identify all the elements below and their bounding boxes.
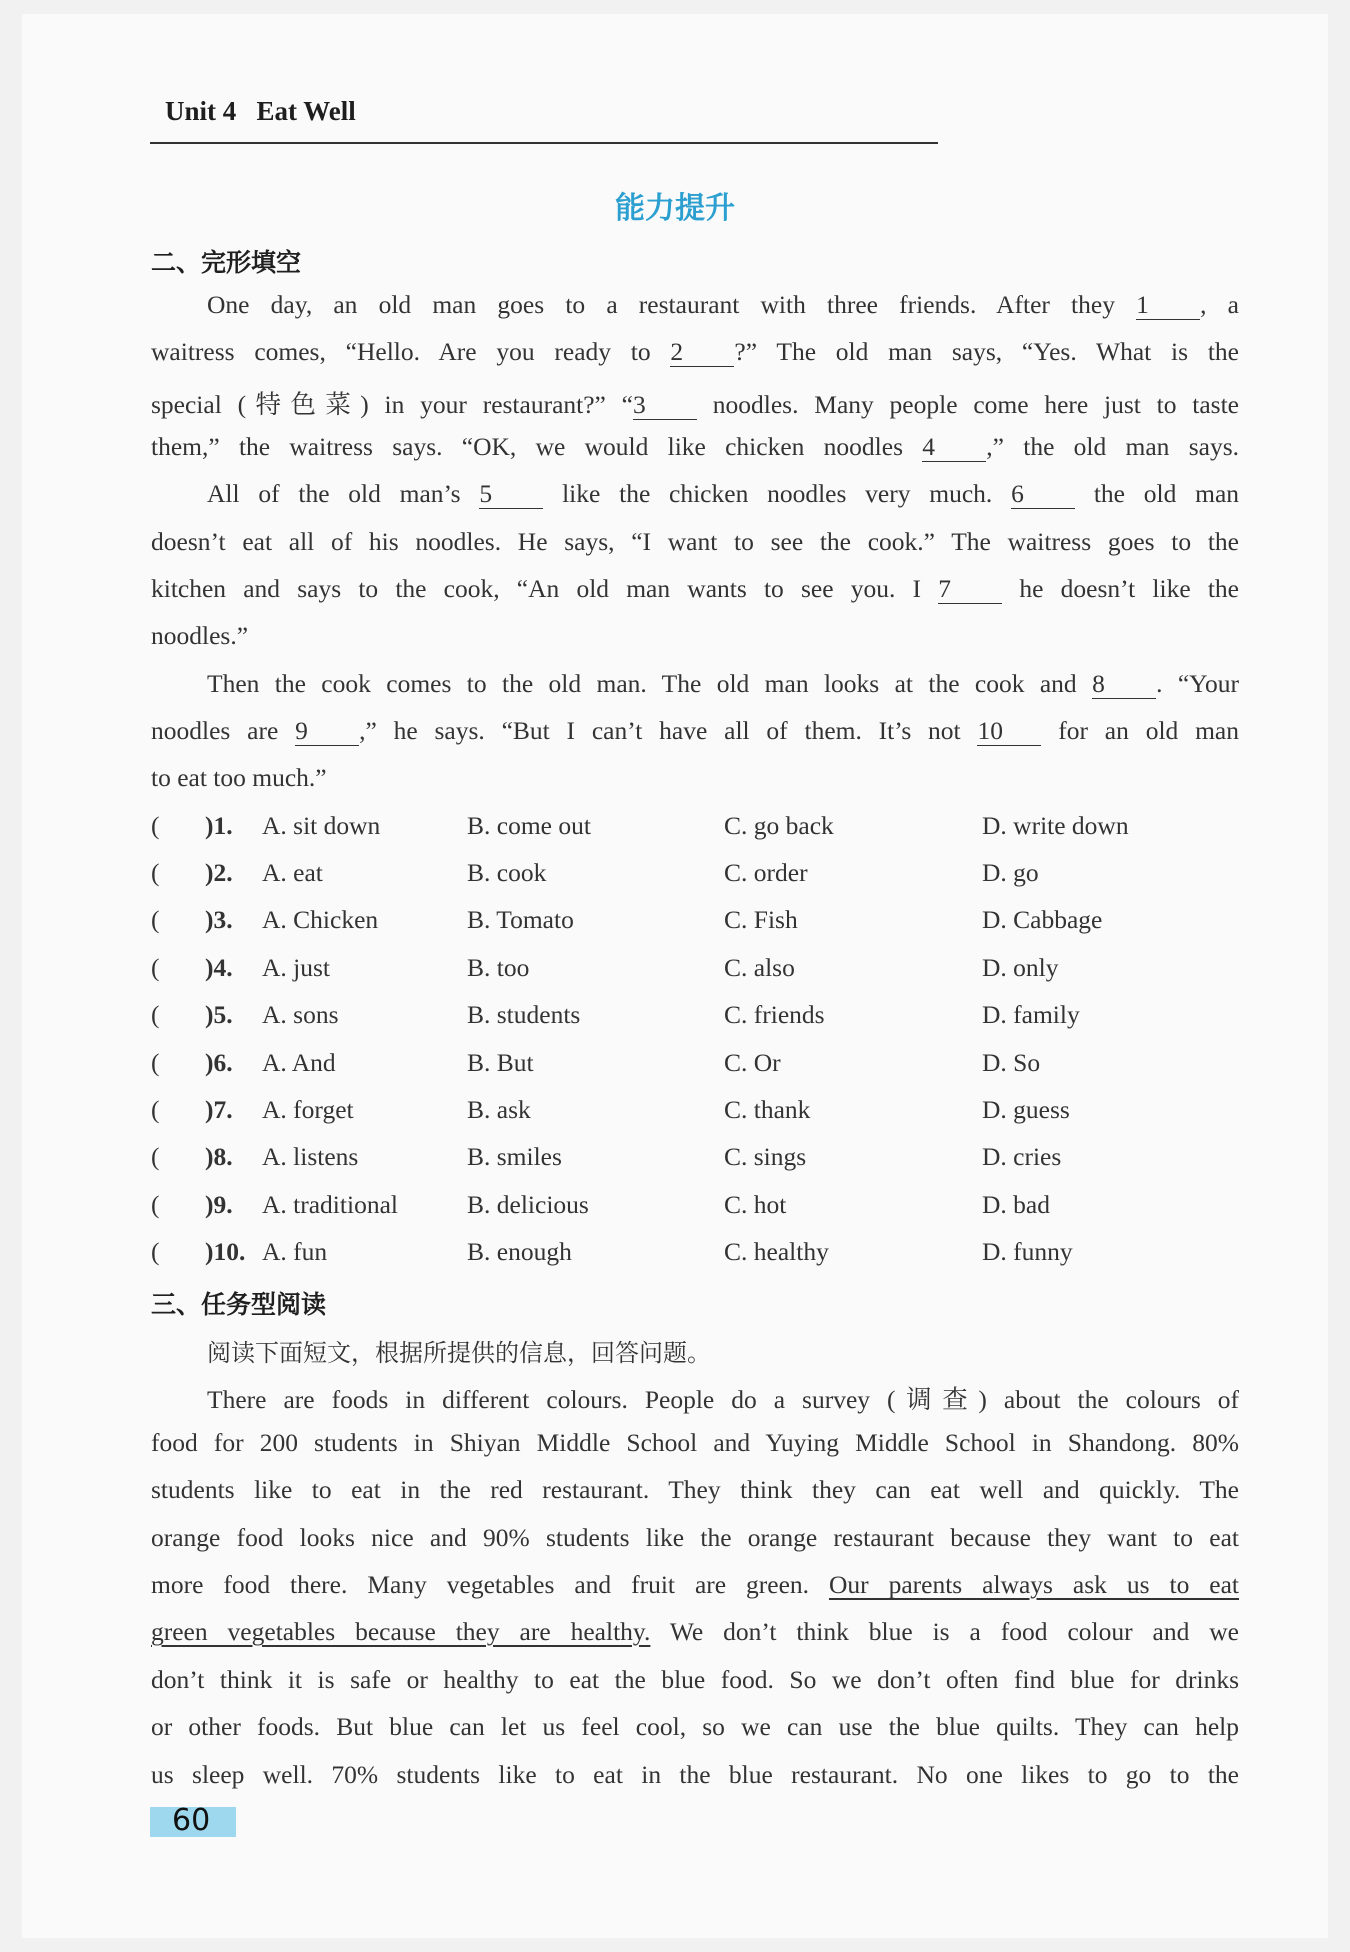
question-row: ( )6. A. And B. But C. Or D. So (151, 1048, 1041, 1077)
cloze-p1-line3: special (特色菜) in your restaurant?” “3 noodles. Many people come here just to taste (151, 390, 1239, 419)
blank-10: 10 (977, 718, 1041, 746)
passage-line: There are foods in different colours. People do a survey (调查) about the colours of (207, 1385, 1239, 1414)
underlined-sentence: green vegetables because they are healthy. (151, 1617, 651, 1646)
cloze-p3-line2: noodles are 9 ,” he says. “But I can’t have all of them. It’s not 10 for an old man (151, 716, 1239, 745)
blank-7: 7 (938, 576, 1002, 604)
cloze-p3-line1: Then the cook comes to the old man. The old man looks at the cook and 8 . “Your (207, 669, 1239, 698)
blank-9: 9 (295, 718, 359, 746)
question-row: ( )1. A. sit down B. come out C. go back D. write down (151, 811, 1129, 840)
question-row: ( )9. A. traditional B. delicious C. hot D. bad (151, 1190, 1050, 1219)
question-row: ( )5. A. sons B. students C. friends D. family (151, 1000, 1080, 1029)
passage-line: orange food looks nice and 90% students like the orange restaurant because they want to eat (151, 1523, 1239, 1552)
blank-5: 5 (479, 481, 543, 509)
cloze-p1-line4: them,” the waitress says. “OK, we would like chicken noodles 4 ,” the old man says. (151, 432, 1239, 461)
task-reading-instruction: 阅读下面短文，根据所提供的信息，回答问题。 (207, 1339, 711, 1367)
page-number-tab (150, 1803, 236, 1838)
cloze-heading: 二、完形填空 (151, 248, 302, 277)
passage-line: don’t think it is safe or healthy to eat the blue food. So we don’t often find blue for drinks (151, 1665, 1239, 1694)
unit-header (165, 96, 356, 127)
blank-1: 1 (1136, 292, 1200, 320)
passage-line: more food there. Many vegetables and fruit are green. Our parents always ask us to eat (151, 1570, 1240, 1599)
question-row: ( )7. A. forget B. ask C. thank D. guess (151, 1095, 1070, 1124)
question-row: ( )4. A. just B. too C. also D. only (151, 953, 1059, 982)
section-banner: 能力提升 (615, 191, 735, 226)
task-reading-heading: 三、任务型阅读 (151, 1290, 327, 1319)
question-row: ( )3. A. Chicken B. Tomato C. Fish D. Cabbage (151, 905, 1103, 934)
unit-label: Unit 4 (165, 96, 237, 126)
question-row: ( )10. A. fun B. enough C. healthy D. funny (151, 1237, 1073, 1266)
blank-2: 2 (670, 339, 734, 367)
header-rule (150, 142, 938, 144)
passage-line: or other foods. But blue can let us feel cool, so we can use the blue quilts. They can help (151, 1712, 1239, 1741)
unit-title: Eat Well (256, 96, 356, 126)
passage-line: green vegetables because they are healthy. We don’t think blue is a food colour and we (151, 1617, 1239, 1646)
blank-6: 6 (1011, 481, 1075, 509)
cloze-p2-line4: noodles.” (151, 621, 249, 650)
cloze-p2-line3: kitchen and says to the cook, “An old man wants to see you. I 7 he doesn’t like the (151, 574, 1239, 603)
passage-line: students like to eat in the red restaurant. They think they can eat well and quickly. The (151, 1475, 1239, 1504)
cloze-p1-line2: waitress comes, “Hello. Are you ready to 2 ?” The old man says, “Yes. What is the (151, 337, 1239, 366)
blank-3: 3 (633, 392, 697, 420)
cloze-p2-line1: All of the old man’s 5 like the chicken noodles very much. 6 the old man (207, 479, 1240, 508)
cloze-p3-line3: to eat too much.” (151, 763, 327, 792)
underlined-sentence: Our parents always ask us to eat (828, 1570, 1240, 1599)
question-row: ( )8. A. listens B. smiles C. sings D. cries (151, 1142, 1062, 1171)
cloze-p1-line1: One day, an old man goes to a restaurant with three friends. After they 1 , a (207, 290, 1240, 319)
passage-line: food for 200 students in Shiyan Middle School and Yuying Middle School in Shandong. 80% (151, 1428, 1239, 1457)
blank-8: 8 (1092, 671, 1156, 699)
cloze-p2-line2: doesn’t eat all of his noodles. He says, “I want to see the cook.” The waitress goes to the (151, 527, 1239, 556)
page-number: 60 (172, 1803, 211, 1838)
question-row: ( )2. A. eat B. cook C. order D. go (151, 858, 1039, 887)
blank-4: 4 (922, 434, 986, 462)
passage-line: us sleep well. 70% students like to eat in the blue restaurant. No one likes to go to the (151, 1760, 1239, 1789)
